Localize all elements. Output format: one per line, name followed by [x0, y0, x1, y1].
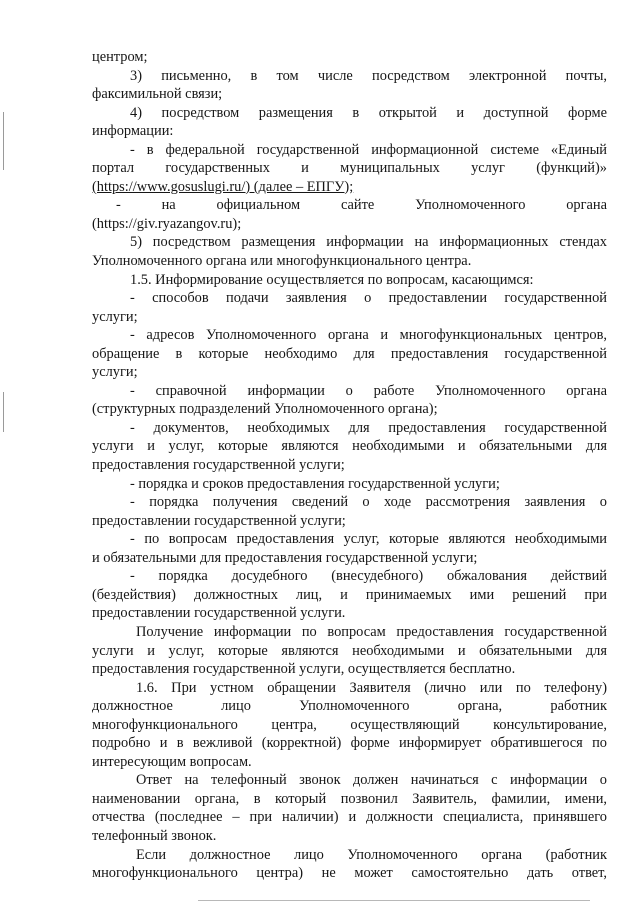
- text-line: Получение информации по вопросам предоставления государственной: [136, 623, 607, 640]
- bottom-scan-line: [198, 900, 590, 901]
- text-line: - порядка досудебного (внесудебного) обжалования действий: [130, 568, 607, 585]
- text-line: портал государственных и муниципальных услуг (функций)»: [92, 160, 607, 177]
- text-line: телефонный звонок.: [92, 827, 217, 844]
- text-line: - адресов Уполномоченного органа и многофункциональных центров,: [130, 327, 607, 344]
- text-line: наименовании органа, в который позвонил Заявитель, фамилии, имени,: [92, 790, 607, 807]
- text-line: - по вопросам предоставления услуг, которые являются необходимыми: [130, 531, 607, 548]
- text-line: интересующим вопросам.: [92, 753, 252, 770]
- text-line: - порядка и сроков предоставления государственной услуги;: [130, 475, 500, 492]
- text-line: Ответ на телефонный звонок должен начинаться с информации о: [136, 772, 607, 789]
- text-line: (структурных подразделений Уполномоченного органа);: [92, 401, 438, 418]
- text-line: 1.6. При устном обращении Заявителя (лично или по телефону): [136, 679, 607, 696]
- text-line: - документов, необходимых для предоставления государственной: [130, 419, 607, 436]
- text-line: - способов подачи заявления о предоставлении государственной: [130, 290, 607, 307]
- text-line: многофункционального центра) не может самостоятельно дать ответ,: [92, 865, 607, 882]
- text-line: - на официальном сайте Уполномоченного органа: [116, 197, 607, 214]
- text-line: - справочной информации о работе Уполномоченного органа: [130, 382, 607, 399]
- text-line: информации:: [92, 123, 174, 140]
- text-line: подробно и в вежливой (корректной) форме информирует обратившегося по: [92, 735, 607, 752]
- text-line: услуги и услуг, которые являются необходимыми и обязательными для: [92, 438, 607, 455]
- gosuslugi-link-line[interactable]: (https://www.gosuslugi.ru/) (далее – ЕПГУ);: [92, 178, 354, 195]
- text-line: центром;: [92, 49, 148, 65]
- text-line: предоставления государственной услуги;: [92, 457, 345, 474]
- text-line: должностное лицо Уполномоченного органа, работник: [92, 698, 607, 715]
- text-line: Уполномоченного органа или многофункционального центра.: [92, 253, 472, 270]
- text-line: обращение в которые необходимо для предоставления государственной: [92, 345, 607, 362]
- text-line: 3) письменно, в том числе посредством электронной почты,: [130, 67, 607, 84]
- text-line: отчества (последнее – при наличии) и должности специалиста, принявшего: [92, 809, 607, 826]
- text-line: услуги;: [92, 364, 138, 381]
- text-line: (https://giv.ryazangov.ru);: [92, 215, 242, 232]
- text-line: предоставлении государственной услуги;: [92, 512, 346, 529]
- text-line: факсимильной связи;: [92, 86, 223, 103]
- document-page: [92, 48, 607, 883]
- text-line: Если должностное лицо Уполномоченного органа (работник: [136, 846, 607, 863]
- scan-edge-mark: [3, 112, 4, 170]
- text-line: услуги и услуг, которые являются необходимыми и обязательными для: [92, 642, 607, 659]
- text-line: 1.5. Информирование осуществляется по вопросам, касающимся:: [130, 271, 534, 288]
- text-line: предоставлении государственной услуги.: [92, 605, 346, 622]
- text-line: многофункционального центра, осуществляющий консультирование,: [92, 716, 607, 733]
- text-line: - порядка получения сведений о ходе рассмотрения заявления о: [130, 494, 607, 511]
- text-line: 5) посредством размещения информации на информационных стендах: [130, 234, 607, 251]
- text-line: предоставления государственной услуги, осуществляется бесплатно.: [92, 661, 516, 678]
- text-line: и обязательными для предоставления государственной услуги;: [92, 549, 478, 566]
- text-line: 4) посредством размещения в открытой и доступной форме: [130, 104, 607, 121]
- text-line: (бездействия) должностных лиц, и принимаемых ими решений при: [92, 586, 607, 603]
- text-line: услуги;: [92, 308, 138, 325]
- scan-edge-mark: [3, 392, 4, 432]
- text-line: - в федеральной государственной информационной системе «Единый: [130, 141, 607, 158]
